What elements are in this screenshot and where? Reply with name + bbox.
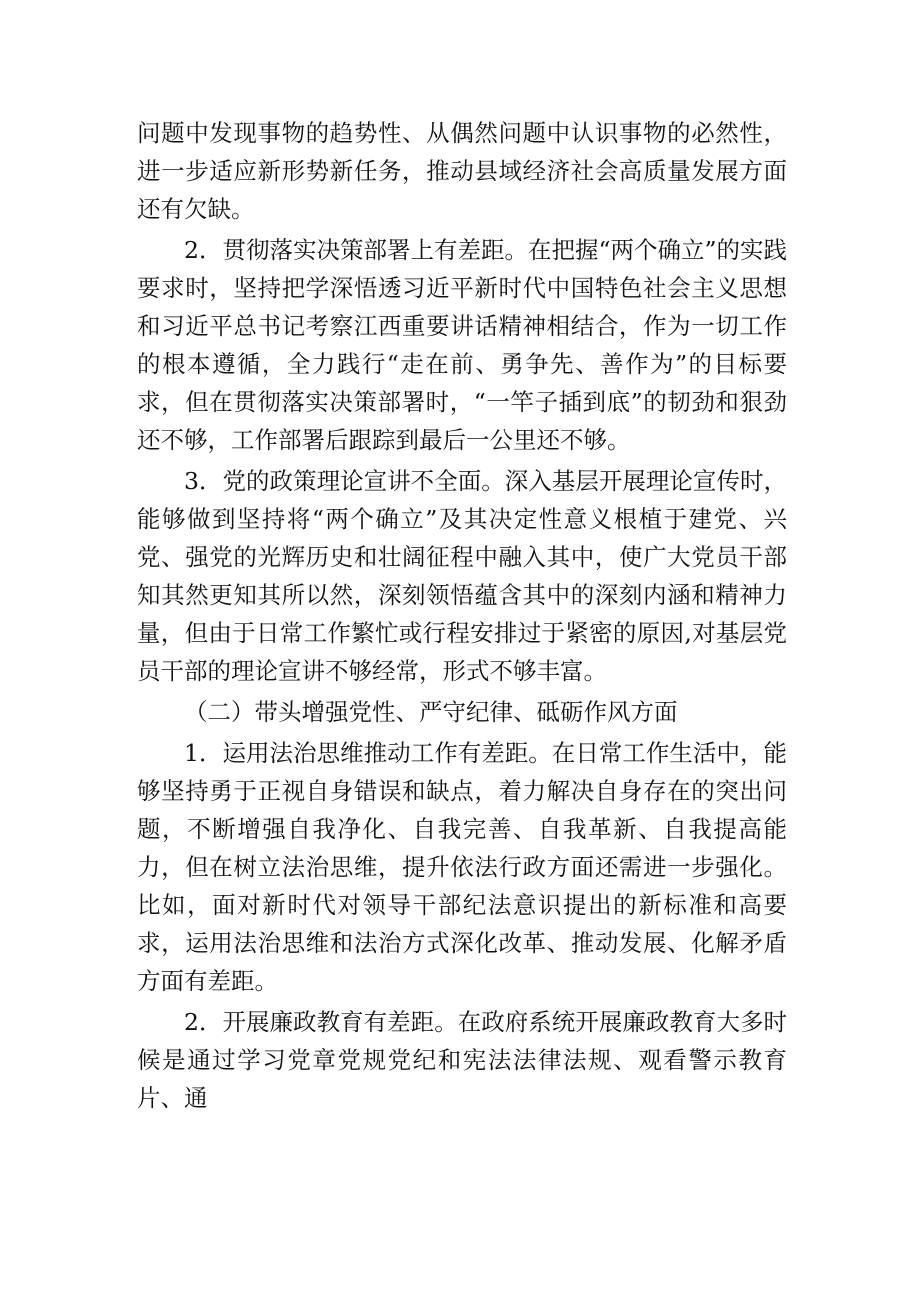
section-heading-2: （二）带头增强党性、严守纪律、砥砺作风方面 xyxy=(184,698,678,726)
paragraph-item-1-rule-of-law: 1．运用法治思维推动工作有差距。在日常工作生活中，能够坚持勇于正视自身错误和缺点，着力解决自身存在的突出问题，不断增强自我净化、自我完善、自我革新、自我提高能力，但在树立法治思维，提升依法行政方面还需进一步强化。比如，面对新时代对领导干部纪法意识提出的新标准和高要求，运用法治思维和法治方式深化改革、推动发展、化解矛盾方面有差距。 xyxy=(137,739,787,995)
paragraph-item-2-decision-implementation: 2．贯彻落实决策部署上有差距。在把握“两个确立”的实践要求时，坚持把学深悟透习近平新时代中国特色社会主义思想和习近平总书记考察江西重要讲话精神相结合，作为一切工作的根本遵循，全力践行“走在前、勇争先、善作为”的目标要求，但在贯彻落实决策部署时，“一竿子插到底”的韧劲和狠劲还不够，工作部署后跟踪到最后一公里还不够。 xyxy=(137,236,787,454)
document-body xyxy=(137,114,787,1117)
paragraph-item-2-integrity-education: 2．开展廉政教育有差距。在政府系统开展廉政教育大多时候是通过学习党章党规党纪和宪法法律法规、观看警示教育片、通 xyxy=(137,1008,787,1112)
paragraph-item-3-policy-theory: 3．党的政策理论宣讲不全面。深入基层开展理论宣传时，能够做到坚持将“两个确立”及其决定性意义根植于建党、兴党、强党的光辉历史和壮阔征程中融入其中，使广大党员干部知其然更知其所以然，深刻领悟蕴含其中的深刻内涵和精神力量，但由于日常工作繁忙或行程安排过于紧密的原因,对基层党员干部的理论宣讲不够经常，形式不够丰富。 xyxy=(137,467,787,685)
paragraph-continuation: 问题中发现事物的趋势性、从偶然问题中认识事物的必然性，进一步适应新形势新任务，推动县域经济社会高质量发展方面还有欠缺。 xyxy=(137,119,787,223)
